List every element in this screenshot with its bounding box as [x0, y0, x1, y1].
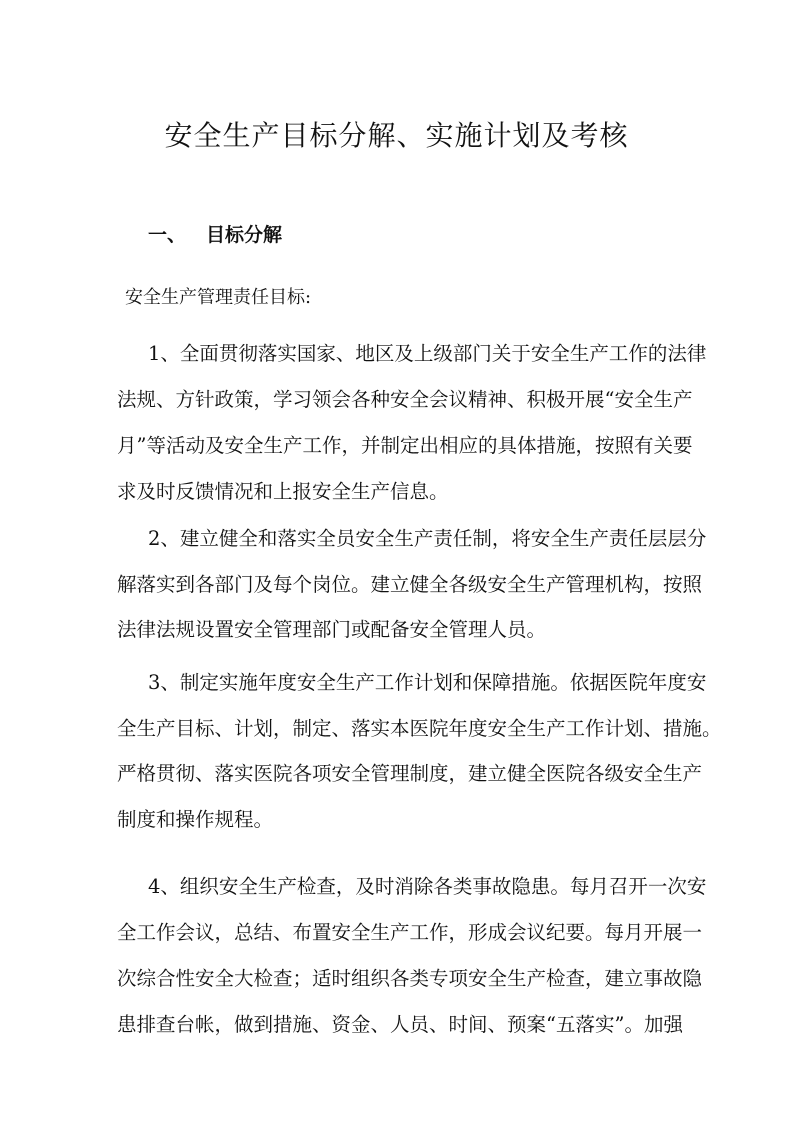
section-title: 目标分解	[206, 224, 283, 246]
subheading: 安全生产管理责任目标:	[125, 287, 312, 308]
paragraph-line: 1、全面贯彻落实国家、地区及上级部门关于安全生产工作的法律	[148, 342, 707, 365]
paragraph-line: 次综合性安全大检查；适时组织各类专项安全生产检查，建立事故隐	[117, 967, 703, 990]
paragraph-line: 严格贯彻、落实医院各项安全管理制度，建立健全医院各级安全生产	[117, 762, 703, 785]
paragraph-line: 月”等活动及安全生产工作，并制定出相应的具体措施，按照有关要	[117, 434, 693, 457]
paragraph-line: 患排查台帐，做到措施、资金、人员、时间、预案“五落实”。加强	[117, 1013, 683, 1036]
paragraph-line: 全工作会议，总结、布置安全生产工作，形成会议纪要。每月开展一	[117, 921, 703, 944]
paragraph-line: 2、建立健全和落实全员安全生产责任制，将安全生产责任层层分	[148, 527, 707, 550]
paragraph-line: 制度和操作规程。	[117, 808, 274, 831]
section-heading	[148, 220, 282, 247]
paragraph-line: 全生产目标、计划，制定、落实本医院年度安全生产工作计划、措施。	[117, 717, 722, 740]
paragraph-line: 求及时反馈情况和上报安全生产信息。	[117, 480, 449, 503]
document-title: 安全生产目标分解、实施计划及考核	[164, 119, 629, 152]
paragraph-line: 4、组织安全生产检查，及时消除各类事故隐患。每月召开一次安	[148, 875, 707, 898]
section-number: 一、	[148, 224, 187, 246]
paragraph-line: 解落实到各部门及每个岗位。建立健全各级安全生产管理机构，按照	[117, 573, 703, 596]
paragraph-line: 法规、方针政策，学习领会各种安全会议精神、积极开展“安全生产	[117, 388, 693, 411]
paragraph-line: 法律法规设置安全管理部门或配备安全管理人员。	[117, 618, 547, 641]
paragraph-line: 3、制定实施年度安全生产工作计划和保障措施。依据医院年度安	[148, 671, 707, 694]
